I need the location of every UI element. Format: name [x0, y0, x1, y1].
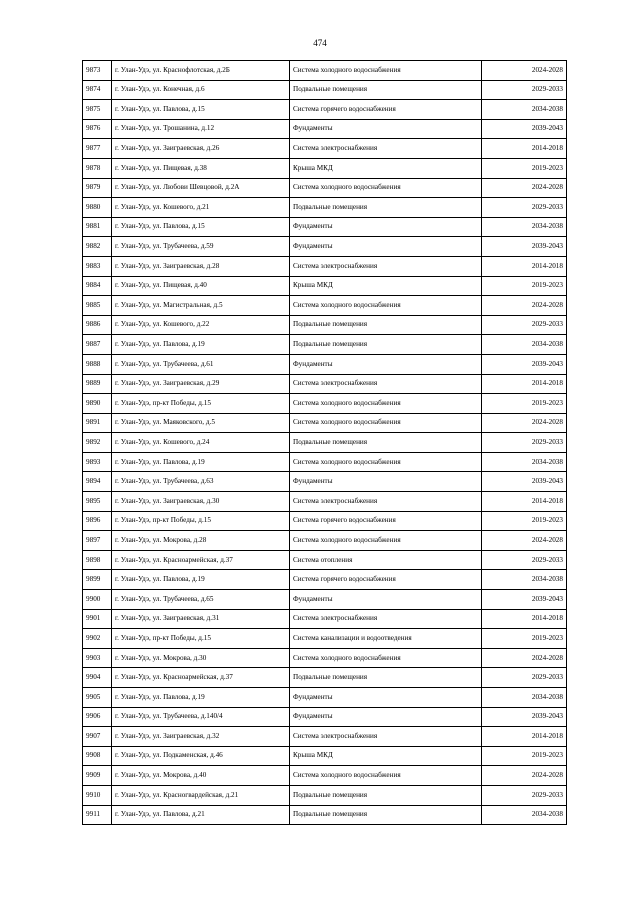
period-cell: 2039-2043 [482, 119, 567, 139]
table-row [83, 119, 567, 139]
address-cell: г. Улан-Удэ, ул. Трошанина, д.12 [112, 119, 290, 139]
address-cell: г. Улан-Удэ, ул. Краснофлотская, д.2Б [112, 61, 290, 81]
row-number-cell: 9900 [83, 590, 112, 610]
row-number-cell: 9910 [83, 785, 112, 805]
period-cell: 2019-2023 [482, 276, 567, 296]
row-number-cell: 9888 [83, 354, 112, 374]
work-type-cell: Система холодного водоснабжения [290, 296, 482, 316]
work-type-cell: Фундаменты [290, 119, 482, 139]
work-type-cell: Подвальные помещения [290, 80, 482, 100]
work-type-cell: Система холодного водоснабжения [290, 394, 482, 414]
table-row [83, 668, 567, 688]
address-cell: г. Улан-Удэ, ул. Кошевого, д.24 [112, 433, 290, 453]
row-number-cell: 9893 [83, 452, 112, 472]
address-cell: г. Улан-Удэ, ул. Пищевая, д.38 [112, 158, 290, 178]
work-type-cell: Подвальные помещения [290, 335, 482, 355]
table-row [83, 413, 567, 433]
period-cell: 2034-2038 [482, 452, 567, 472]
address-cell: г. Улан-Удэ, ул. Маяковского, д.5 [112, 413, 290, 433]
address-cell: г. Улан-Удэ, ул. Трубачеева, д.65 [112, 590, 290, 610]
work-type-cell: Подвальные помещения [290, 433, 482, 453]
row-number-cell: 9882 [83, 237, 112, 257]
row-number-cell: 9903 [83, 648, 112, 668]
table-row [83, 198, 567, 218]
table-row [83, 80, 567, 100]
work-type-cell: Подвальные помещения [290, 198, 482, 218]
table-row [83, 531, 567, 551]
period-cell: 2014-2018 [482, 727, 567, 747]
period-cell: 2034-2038 [482, 805, 567, 825]
row-number-cell: 9895 [83, 492, 112, 512]
period-cell: 2039-2043 [482, 472, 567, 492]
work-type-cell: Система электроснабжения [290, 609, 482, 629]
address-cell: г. Улан-Удэ, ул. Трубачеева, д.140/4 [112, 707, 290, 727]
work-type-cell: Система холодного водоснабжения [290, 61, 482, 81]
period-cell: 2034-2038 [482, 688, 567, 708]
row-number-cell: 9897 [83, 531, 112, 551]
work-type-cell: Система электроснабжения [290, 492, 482, 512]
address-cell: г. Улан-Удэ, ул. Кошевого, д.21 [112, 198, 290, 218]
address-cell: г. Улан-Удэ, ул. Павлова, д.19 [112, 688, 290, 708]
work-type-cell: Крыша МКД [290, 746, 482, 766]
address-cell: г. Улан-Удэ, ул. Павлова, д.21 [112, 805, 290, 825]
row-number-cell: 9909 [83, 766, 112, 786]
period-cell: 2034-2038 [482, 217, 567, 237]
work-type-cell: Фундаменты [290, 237, 482, 257]
address-cell: г. Улан-Удэ, ул. Пищевая, д.40 [112, 276, 290, 296]
table-row [83, 590, 567, 610]
period-cell: 2039-2043 [482, 707, 567, 727]
table-row [83, 746, 567, 766]
period-cell: 2019-2023 [482, 394, 567, 414]
address-cell: г. Улан-Удэ, ул. Красноармейская, д.37 [112, 668, 290, 688]
row-number-cell: 9906 [83, 707, 112, 727]
period-cell: 2029-2033 [482, 198, 567, 218]
work-type-cell: Система электроснабжения [290, 374, 482, 394]
row-number-cell: 9877 [83, 139, 112, 159]
period-cell: 2029-2033 [482, 433, 567, 453]
period-cell: 2024-2028 [482, 178, 567, 198]
period-cell: 2019-2023 [482, 158, 567, 178]
row-number-cell: 9874 [83, 80, 112, 100]
work-type-cell: Система холодного водоснабжения [290, 178, 482, 198]
table-row [83, 276, 567, 296]
table-row [83, 296, 567, 316]
period-cell: 2029-2033 [482, 785, 567, 805]
row-number-cell: 9875 [83, 100, 112, 120]
address-cell: г. Улан-Удэ, ул. Конечная, д.6 [112, 80, 290, 100]
work-type-cell: Фундаменты [290, 707, 482, 727]
period-cell: 2029-2033 [482, 550, 567, 570]
address-cell: г. Улан-Удэ, ул. Трубачеева, д.61 [112, 354, 290, 374]
work-type-cell: Подвальные помещения [290, 785, 482, 805]
row-number-cell: 9885 [83, 296, 112, 316]
period-cell: 2029-2033 [482, 80, 567, 100]
period-cell: 2024-2028 [482, 766, 567, 786]
table-row [83, 139, 567, 159]
row-number-cell: 9899 [83, 570, 112, 590]
work-type-cell: Подвальные помещения [290, 315, 482, 335]
work-type-cell: Система холодного водоснабжения [290, 648, 482, 668]
work-type-cell: Фундаменты [290, 354, 482, 374]
row-number-cell: 9880 [83, 198, 112, 218]
period-cell: 2024-2028 [482, 61, 567, 81]
table-row [83, 570, 567, 590]
row-number-cell: 9887 [83, 335, 112, 355]
address-cell: г. Улан-Удэ, ул. Павлова, д.19 [112, 452, 290, 472]
row-number-cell: 9911 [83, 805, 112, 825]
table-row [83, 256, 567, 276]
table-row [83, 629, 567, 649]
period-cell: 2019-2023 [482, 511, 567, 531]
table-row [83, 61, 567, 81]
row-number-cell: 9896 [83, 511, 112, 531]
registry-table [82, 60, 567, 825]
row-number-cell: 9892 [83, 433, 112, 453]
table-row [83, 452, 567, 472]
table-row [83, 805, 567, 825]
table-row [83, 550, 567, 570]
table-row [83, 766, 567, 786]
row-number-cell: 9894 [83, 472, 112, 492]
work-type-cell: Подвальные помещения [290, 668, 482, 688]
table-row [83, 688, 567, 708]
address-cell: г. Улан-Удэ, пр-кт Победы, д.15 [112, 394, 290, 414]
row-number-cell: 9889 [83, 374, 112, 394]
work-type-cell: Система отопления [290, 550, 482, 570]
period-cell: 2014-2018 [482, 492, 567, 512]
work-type-cell: Система холодного водоснабжения [290, 452, 482, 472]
period-cell: 2029-2033 [482, 668, 567, 688]
address-cell: г. Улан-Удэ, ул. Заиграевская, д.31 [112, 609, 290, 629]
row-number-cell: 9876 [83, 119, 112, 139]
period-cell: 2029-2033 [482, 315, 567, 335]
table-row [83, 785, 567, 805]
address-cell: г. Улан-Удэ, ул. Павлова, д.15 [112, 217, 290, 237]
work-type-cell: Крыша МКД [290, 158, 482, 178]
row-number-cell: 9879 [83, 178, 112, 198]
address-cell: г. Улан-Удэ, пр-кт Победы, д.15 [112, 629, 290, 649]
address-cell: г. Улан-Удэ, ул. Мокрова, д.28 [112, 531, 290, 551]
address-cell: г. Улан-Удэ, ул. Заиграевская, д.29 [112, 374, 290, 394]
row-number-cell: 9901 [83, 609, 112, 629]
table-row [83, 237, 567, 257]
work-type-cell: Система горячего водоснабжения [290, 570, 482, 590]
period-cell: 2034-2038 [482, 100, 567, 120]
period-cell: 2024-2028 [482, 413, 567, 433]
row-number-cell: 9898 [83, 550, 112, 570]
address-cell: г. Улан-Удэ, ул. Заиграевская, д.32 [112, 727, 290, 747]
address-cell: г. Улан-Удэ, ул. Красногвардейская, д.21 [112, 785, 290, 805]
work-type-cell: Система электроснабжения [290, 139, 482, 159]
table-row [83, 492, 567, 512]
table-row [83, 394, 567, 414]
work-type-cell: Система холодного водоснабжения [290, 766, 482, 786]
table-row [83, 217, 567, 237]
period-cell: 2024-2028 [482, 531, 567, 551]
address-cell: г. Улан-Удэ, ул. Заиграевская, д.28 [112, 256, 290, 276]
work-type-cell: Система горячего водоснабжения [290, 100, 482, 120]
row-number-cell: 9890 [83, 394, 112, 414]
address-cell: г. Улан-Удэ, ул. Павлова, д.15 [112, 100, 290, 120]
work-type-cell: Система канализации и водоотведения [290, 629, 482, 649]
address-cell: г. Улан-Удэ, ул. Мокрова, д.40 [112, 766, 290, 786]
address-cell: г. Улан-Удэ, ул. Заиграевская, д.26 [112, 139, 290, 159]
period-cell: 2014-2018 [482, 609, 567, 629]
address-cell: г. Улан-Удэ, ул. Трубачеева, д.59 [112, 237, 290, 257]
period-cell: 2024-2028 [482, 648, 567, 668]
table-row [83, 609, 567, 629]
period-cell: 2019-2023 [482, 746, 567, 766]
period-cell: 2014-2018 [482, 256, 567, 276]
row-number-cell: 9908 [83, 746, 112, 766]
period-cell: 2039-2043 [482, 354, 567, 374]
page-number: 474 [313, 38, 327, 48]
table-row [83, 648, 567, 668]
address-cell: г. Улан-Удэ, ул. Кошевого, д.22 [112, 315, 290, 335]
period-cell: 2034-2038 [482, 335, 567, 355]
period-cell: 2039-2043 [482, 590, 567, 610]
table-row [83, 374, 567, 394]
work-type-cell: Система электроснабжения [290, 256, 482, 276]
period-cell: 2014-2018 [482, 139, 567, 159]
row-number-cell: 9881 [83, 217, 112, 237]
table-row [83, 315, 567, 335]
table-row [83, 178, 567, 198]
registry-table-body [83, 61, 567, 825]
work-type-cell: Фундаменты [290, 688, 482, 708]
table-row [83, 727, 567, 747]
period-cell: 2019-2023 [482, 629, 567, 649]
work-type-cell: Система электроснабжения [290, 727, 482, 747]
table-row [83, 335, 567, 355]
period-cell: 2039-2043 [482, 237, 567, 257]
row-number-cell: 9905 [83, 688, 112, 708]
row-number-cell: 9873 [83, 61, 112, 81]
work-type-cell: Система холодного водоснабжения [290, 531, 482, 551]
address-cell: г. Улан-Удэ, ул. Красноармейская, д.37 [112, 550, 290, 570]
period-cell: 2034-2038 [482, 570, 567, 590]
address-cell: г. Улан-Удэ, ул. Трубачеева, д.63 [112, 472, 290, 492]
row-number-cell: 9883 [83, 256, 112, 276]
work-type-cell: Система горячего водоснабжения [290, 511, 482, 531]
period-cell: 2024-2028 [482, 296, 567, 316]
address-cell: г. Улан-Удэ, ул. Подкаменская, д.46 [112, 746, 290, 766]
address-cell: г. Улан-Удэ, ул. Павлова, д.19 [112, 570, 290, 590]
table-row [83, 472, 567, 492]
work-type-cell: Фундаменты [290, 217, 482, 237]
row-number-cell: 9878 [83, 158, 112, 178]
address-cell: г. Улан-Удэ, ул. Мокрова, д.30 [112, 648, 290, 668]
address-cell: г. Улан-Удэ, ул. Любови Шевцовой, д.2А [112, 178, 290, 198]
table-row [83, 158, 567, 178]
work-type-cell: Система холодного водоснабжения [290, 413, 482, 433]
work-type-cell: Фундаменты [290, 472, 482, 492]
row-number-cell: 9891 [83, 413, 112, 433]
period-cell: 2014-2018 [482, 374, 567, 394]
row-number-cell: 9904 [83, 668, 112, 688]
row-number-cell: 9907 [83, 727, 112, 747]
address-cell: г. Улан-Удэ, пр-кт Победы, д.15 [112, 511, 290, 531]
work-type-cell: Подвальные помещения [290, 805, 482, 825]
row-number-cell: 9886 [83, 315, 112, 335]
table-row [83, 707, 567, 727]
address-cell: г. Улан-Удэ, ул. Магистральная, д.5 [112, 296, 290, 316]
work-type-cell: Фундаменты [290, 590, 482, 610]
row-number-cell: 9902 [83, 629, 112, 649]
address-cell: г. Улан-Удэ, ул. Заиграевская, д.30 [112, 492, 290, 512]
table-row [83, 511, 567, 531]
row-number-cell: 9884 [83, 276, 112, 296]
work-type-cell: Крыша МКД [290, 276, 482, 296]
address-cell: г. Улан-Удэ, ул. Павлова, д.19 [112, 335, 290, 355]
table-row [83, 100, 567, 120]
table-row [83, 354, 567, 374]
table-row [83, 433, 567, 453]
